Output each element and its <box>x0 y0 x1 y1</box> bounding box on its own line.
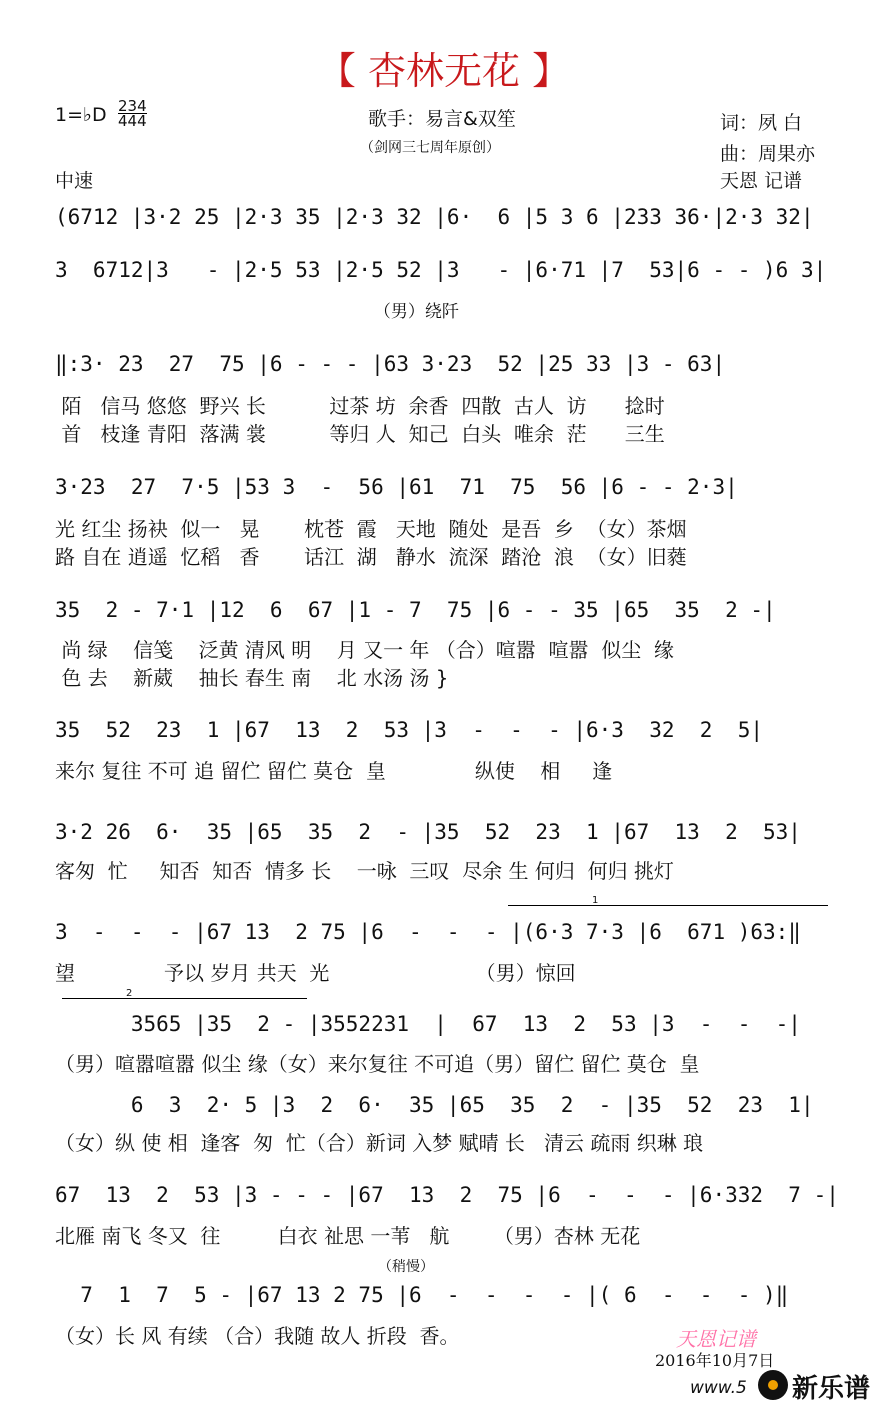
singer-line: 歌手：易言&双笙 <box>368 108 516 130</box>
lyric-line: 来尔 复往 不可 追 留伫 留伫 莫仓 皇 纵使 相 逢 <box>55 759 613 783</box>
volta-1-label: 1 <box>592 895 599 906</box>
time-signature <box>118 99 147 128</box>
transcription-date: 2016年10月7日 <box>655 1351 775 1370</box>
score-line-5: 35 2 - 7·1 |12 6 67 |1 - 7 75 |6 - - 35 |65 35 2 -| <box>55 598 776 622</box>
lyric-line: 首 枝逢 青阳 落满 裳 等归 人 知己 白头 唯余 茫 三生 <box>55 422 665 446</box>
lyric-line: （女）纵 使 相 逢客 匆 忙（合）新词 入梦 赋晴 长 清云 疏雨 织琳 琅 <box>55 1131 704 1155</box>
meter-top: 234 <box>118 97 147 115</box>
lyric-line: 光 红尘 扬袂 似一 晃 枕苍 霞 天地 随处 是吾 乡 （女）茶烟 <box>55 517 687 541</box>
site-url: www.5 <box>690 1378 747 1398</box>
score-line-6: 35 52 23 1 |67 13 2 53 |3 - - - |6·3 32 2 5| <box>55 718 764 742</box>
lyric-line: （女）长 风 有续 （合）我随 故人 折段 香。 <box>55 1324 460 1348</box>
lyric-line: 色 去 新葳 抽长 春生 南 北 水汤 汤 } <box>55 666 449 690</box>
brand-name: 新乐谱 <box>792 1374 871 1404</box>
score-line-9: 3565 |35 2 - |3552231 | 67 13 2 53 |3 - - -| <box>55 1012 801 1036</box>
lyric-line: 北雁 南飞 冬又 往 白衣 祉思 一苇 航 （男）杏林 无花 <box>55 1224 641 1248</box>
lyric-line: 客匆 忙 知否 知否 情多 长 一咏 三叹 尽余 生 何归 何归 挑灯 <box>55 859 674 883</box>
record-disc-icon <box>758 1370 788 1400</box>
tempo-change-marking: （稍慢） <box>378 1259 434 1275</box>
lyric-line: 望 予以 岁月 共天 光 （男）惊回 <box>55 961 576 985</box>
composer-credit: 曲：周果亦 <box>720 143 816 165</box>
score-line-12: 7 1 7 5 - |67 13 2 75 |6 - - - - |( 6 - - - )‖ <box>55 1283 789 1307</box>
score-line-3: ‖:3· 23 27 75 |6 - - - |63 3·23 52 |25 33 |3 - 63| <box>55 352 726 376</box>
meter-bottom: 444 <box>118 112 147 130</box>
lyricist-credit: 词：夙 白 <box>720 112 803 134</box>
score-line-2: 3 6712|3 - |2·5 53 |2·5 52 |3 - |6·71 |7 53|6 - - )6 3| <box>55 258 827 282</box>
lyric-line: 路 自在 逍遥 忆稻 香 话江 湖 静水 流深 踏沧 浪 （女）旧蕤 <box>55 545 687 569</box>
score-line-7: 3·2 26 6· 35 |65 35 2 - |35 52 23 1 |67 13 2 53| <box>55 820 801 844</box>
key-signature: 1=♭D <box>55 104 107 126</box>
lyric-line: （男）喧嚣喧嚣 似尘 缘（女）来尔复往 不可追（男）留伫 留伫 莫仓 皇 <box>55 1052 700 1076</box>
score-line-4: 3·23 27 7·5 |53 3 - 56 |61 71 75 56 |6 - - 2·3| <box>55 475 738 499</box>
score-line-1: (6712 |3·2 25 |2·3 35 |2·3 32 |6· 6 |5 3 6 |233 36·|2·3 32| <box>55 205 814 229</box>
tempo-marking: 中速 <box>55 170 94 192</box>
site-logo[interactable] <box>690 1368 888 1405</box>
song-title: 【 杏林无花 】 <box>317 49 571 93</box>
score-line-11: 67 13 2 53 |3 - - - |67 13 2 75 |6 - - - |6·332 7 -| <box>55 1183 839 1207</box>
lyric-line: 尚 绿 信笺 泛黄 清风 明 月 又一 年 （合）喧嚣 喧嚣 似尘 缘 <box>55 638 674 662</box>
lyric-line: 陌 信马 悠悠 野兴 长 过茶 坊 余香 四散 古人 访 捻时 <box>55 394 665 418</box>
score-line-10: 6 3 2· 5 |3 2 6· 35 |65 35 2 - |35 52 23 1| <box>55 1093 814 1117</box>
lyric-line: （男）绕阡 <box>55 302 459 322</box>
score-line-8: 3 - - - |67 13 2 75 |6 - - - |(6·3 7·3 |6 671 )63:‖ <box>55 920 801 944</box>
origin-note: （剑网三七周年原创） <box>360 140 500 156</box>
transcriber-stamp: 天恩记谱 <box>676 1327 756 1351</box>
volta-2-bracket <box>62 998 307 999</box>
transcriber-credit: 天恩 记谱 <box>720 170 803 192</box>
volta-1-bracket <box>508 905 828 906</box>
volta-2-label: 2 <box>126 988 133 999</box>
